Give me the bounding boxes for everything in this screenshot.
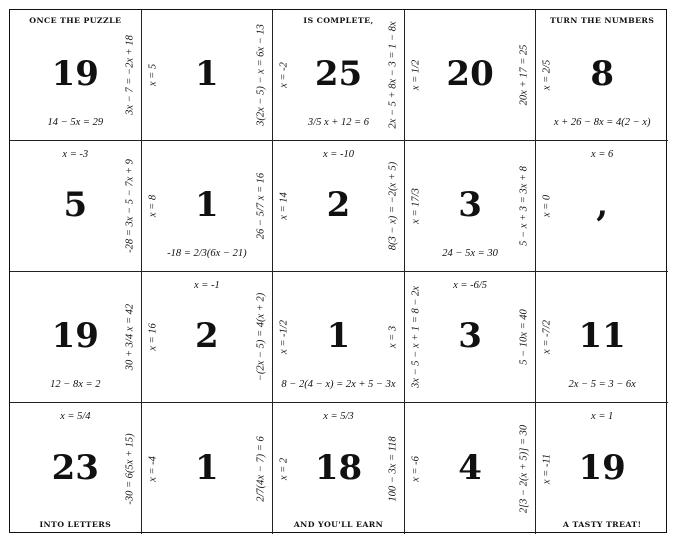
cell-number: 5 bbox=[63, 185, 88, 226]
edge-equation-bottom: 3/5 x + 12 = 6 bbox=[307, 117, 370, 128]
puzzle-cell[interactable]: 1 8 − 2(4 − x) = 2x + 5 − 3x x = -1/2 x = 3 bbox=[273, 272, 405, 403]
cell-number: 18 bbox=[314, 447, 363, 488]
cell-number: 1 bbox=[326, 316, 351, 357]
puzzle-caption: IS COMPLETE, bbox=[303, 16, 374, 25]
puzzle-cell[interactable]: 1 -18 = 2/3(6x − 21) x = 8 26 − 5/7 x = 16 bbox=[142, 141, 274, 272]
cell-number: 3 bbox=[458, 185, 482, 226]
puzzle-cell[interactable]: 20 x = 1/2 20x + 17 = 25 bbox=[405, 10, 537, 141]
cell-number: 2 bbox=[195, 316, 219, 357]
cell-number: 1 bbox=[195, 54, 219, 95]
edge-equation-top: x = 1 bbox=[591, 411, 614, 422]
puzzle-cell[interactable]: 25 3/5 x + 12 = 6 x = -2 2x − 5 + 8x − 3 = 1 − 8x IS COMPLETE, bbox=[273, 10, 405, 141]
puzzle-cell[interactable]: 23 x = 5/4 -30 = 6(5x + 15) INTO LETTERS bbox=[10, 403, 142, 534]
puzzle-caption: ONCE THE PUZZLE bbox=[29, 16, 122, 25]
cell-number: , bbox=[596, 185, 609, 226]
puzzle-caption: INTO LETTERS bbox=[39, 520, 112, 529]
cell-number: 11 bbox=[578, 316, 626, 357]
puzzle-cell[interactable]: 1 x = -4 2/7(4x − 7) = 6 bbox=[142, 403, 274, 534]
puzzle-cell[interactable]: 5 x = -3 -28 = 3x − 5 − 7x + 9 bbox=[10, 141, 142, 272]
edge-equation-top: x = 5/4 bbox=[60, 411, 91, 422]
edge-equation-top: x = -3 bbox=[62, 149, 89, 160]
puzzle-cell[interactable]: 19 x = 1 x = -11 A TASTY TREAT! bbox=[536, 403, 668, 534]
cell-number: 4 bbox=[458, 447, 482, 488]
edge-equation-top: x = -6/5 bbox=[453, 280, 488, 291]
cell-number: 20 bbox=[446, 54, 494, 95]
puzzle-board bbox=[9, 9, 667, 533]
puzzle-cell[interactable]: 19 14 − 5x = 29 3x − 7 = −2x + 18 ONCE THE PUZZLE bbox=[10, 10, 142, 141]
cell-number: 19 bbox=[51, 316, 99, 357]
puzzle-cell[interactable]: 19 12 − 8x = 2 30 + 3/4 x = 42 bbox=[10, 272, 142, 403]
edge-equation-top: x = 5/3 bbox=[323, 411, 354, 422]
puzzle-cell[interactable]: 18 x = 5/3 x = 2 100 − 3x = 118 AND YOU'LL EARN bbox=[273, 403, 405, 534]
cell-number: 8 bbox=[590, 54, 614, 95]
cell-number: 25 bbox=[314, 54, 363, 95]
cell-number: 19 bbox=[51, 54, 99, 95]
edge-equation-top: x = -10 bbox=[322, 149, 354, 160]
edge-equation-top: x = -1 bbox=[194, 280, 220, 291]
cell-number: 1 bbox=[195, 185, 219, 226]
puzzle-cell[interactable]: 2 x = -10 x = 14 8(3 − x) = −2(x + 5) bbox=[273, 141, 405, 272]
edge-equation-bottom: x + 26 − 8x = 4(2 − x) bbox=[553, 117, 651, 128]
puzzle-cell[interactable]: 11 2x − 5 = 3 − 6x x = -7/2 bbox=[536, 272, 668, 403]
puzzle-cell[interactable]: 3 24 − 5x = 30 x = 17/3 5 − x + 3 = 3x + 8 bbox=[405, 141, 537, 272]
puzzle-cell[interactable]: 2 x = -1 x = 16 −(2x − 5) = 4(x + 2) bbox=[142, 272, 274, 403]
cell-number: 19 bbox=[578, 447, 626, 488]
cell-number: 23 bbox=[51, 447, 99, 488]
edge-equation-bottom: 8 − 2(4 − x) = 2x + 5 − 3x bbox=[281, 379, 396, 390]
edge-equation-bottom: 2x − 5 = 3 − 6x bbox=[568, 379, 636, 390]
puzzle-caption: A TASTY TREAT! bbox=[562, 520, 642, 529]
puzzle-cell[interactable]: 4 x = -6 2[3 − 2(x + 5)] = 30 bbox=[405, 403, 537, 534]
edge-equation-bottom: -18 = 2/3(6x − 21) bbox=[167, 248, 247, 259]
puzzle-caption: AND YOU'LL EARN bbox=[293, 520, 384, 529]
puzzle-caption: TURN THE NUMBERS bbox=[549, 16, 655, 25]
puzzle-cell[interactable]: 1 x = 5 3(2x − 5) − x = 6x − 13 bbox=[142, 10, 274, 141]
edge-equation-bottom: 24 − 5x = 30 bbox=[442, 248, 498, 259]
edge-equation-top: x = 6 bbox=[591, 149, 614, 160]
puzzle-cell[interactable]: 3 x = -6/5 3x − 5 − x + 1 = 8 − 2x 5 − 10x = 40 bbox=[405, 272, 537, 403]
cell-number: 2 bbox=[326, 185, 351, 226]
cell-number: 1 bbox=[195, 447, 219, 488]
cell-number: 3 bbox=[458, 316, 482, 357]
edge-equation-bottom: 14 − 5x = 29 bbox=[47, 117, 104, 128]
puzzle-cell[interactable]: 8 x + 26 − 8x = 4(2 − x) x = 2/5 TURN THE NUMBERS bbox=[536, 10, 668, 141]
edge-equation-bottom: 12 − 8x = 2 bbox=[50, 379, 101, 390]
puzzle-cell[interactable]: , x = 6 x = 0 bbox=[536, 141, 668, 272]
